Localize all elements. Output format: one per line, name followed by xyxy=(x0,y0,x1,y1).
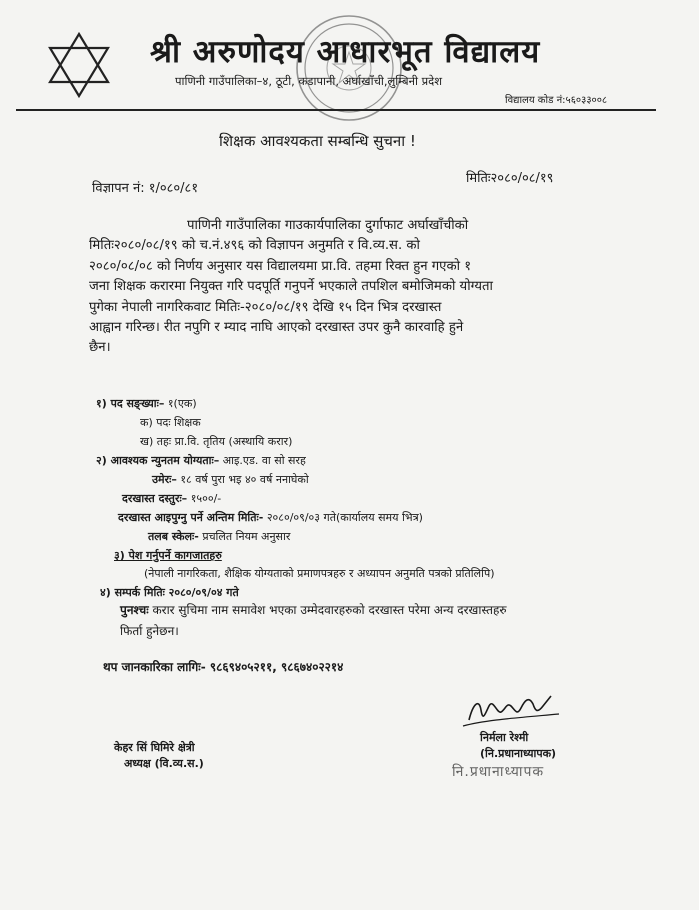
notice-date: मितिः२०८०/०८/१९ xyxy=(466,171,554,186)
header-divider xyxy=(16,109,656,111)
post-count-row xyxy=(96,394,197,413)
fee-value: १५००/- xyxy=(190,492,222,505)
fee-label: दरखास्त दस्तुरः– xyxy=(122,492,188,505)
age-value: १८ वर्ष पुरा भइ ४० वर्ष ननाघेको xyxy=(180,473,309,486)
qualification-row xyxy=(96,451,306,470)
salary-value: प्रचलित नियम अनुसार xyxy=(202,530,291,543)
qualification-value: आइ.एड. वा सो सरह xyxy=(222,454,306,467)
body-line: आह्वान गरिन्छ। रीत नपुगि र म्याद नाघि आएको दरखास्त उपर कुनै कारवाहि हुने xyxy=(89,320,464,336)
right-signatory-name: निर्मला रेश्मी xyxy=(480,731,529,744)
body-line: पाणिनी गाउँपालिका गाउकार्यपालिका दुर्गाफाट अर्घाखाँचीको xyxy=(187,218,469,233)
body-line: छैन। xyxy=(89,340,111,356)
designation-stamp: नि.प्रधानाध्यापक xyxy=(452,764,545,780)
postscript-line-1 xyxy=(120,600,507,621)
signature-icon xyxy=(455,684,565,734)
postscript-label: पुनश्चः xyxy=(120,603,149,617)
post-row: क) पदः शिक्षक xyxy=(140,416,201,429)
advertisement-number: विज्ञापन नं: १/०८०/८१ xyxy=(92,181,199,196)
left-signatory-role: अध्यक्ष (वि.व्य.स.) xyxy=(124,757,204,770)
left-signatory-name: केहर सिं घिमिरे क्षेत्री xyxy=(114,741,195,754)
qualification-label: २) आवश्यक न्युनतम योग्यताः– xyxy=(96,454,220,467)
right-signatory-role: (नि.प्रधानाध्यापक) xyxy=(480,747,557,760)
body-line: पुगेका नेपाली नागरिकवाट मितिः-२०८०/०८/१९ देखि १५ दिन भित्र दरखास्त xyxy=(89,299,442,315)
post-count-label: १) पद सङ्ख्याः– xyxy=(96,397,165,410)
notice-title: शिक्षक आवश्यकता सम्बन्धि सुचना ! xyxy=(219,132,416,150)
age-label: उमेरः– xyxy=(152,473,177,486)
postscript-text-1: करार सुचिमा नाम समावेश भएका उम्मेदवारहरुको दरखास्त परेमा अन्य दरखास्तहरु xyxy=(152,603,507,617)
salary-label: तलब स्केलः- xyxy=(148,530,199,543)
deadline-value: २०८०/०९/०३ गते(कार्यालय समय भित्र) xyxy=(266,511,423,524)
body-line: जना शिक्षक करारमा नियुक्त गरि पदपूर्ति गनुपर्ने भएकाले तपशिल बमोजिमको योग्यता xyxy=(89,279,493,295)
deadline-label: दरखास्त आइपुग्नु पर्ने अन्तिम मितिः- xyxy=(118,511,264,524)
contact-numbers: थप जानकारिका लागिः- ९८६९४०५२११, ९८६७४०२२१४ xyxy=(103,660,344,674)
postscript xyxy=(120,600,507,642)
left-signatory xyxy=(114,740,204,772)
school-address: पाणिनी गाउँपालिका–४, ठूटी, कडापानी, अर्घाखाँची,लुम्बिनी प्रदेश xyxy=(175,74,443,88)
notice-body xyxy=(89,216,589,359)
post-count-value: १(एक) xyxy=(167,397,197,410)
documents-label: ३) पेश गर्नुपर्ने कागजातहरु xyxy=(114,549,222,562)
right-signatory xyxy=(480,730,556,762)
star-emblem-icon xyxy=(44,30,114,100)
school-code: विद्यालय कोड नं:५६०३३००८ xyxy=(505,95,608,106)
documents-value: (नेपाली नागरिकता, शैक्षिक योग्यताको प्रमाणपत्रहरु र अध्यापन अनुमति पत्रको प्रतिलिपि) xyxy=(144,567,495,580)
body-line: २०८०/०८/०८ को निर्णय अनुसार यस विद्यालयमा प्रा.वि. तहमा रिक्त हुन गएको १ xyxy=(89,258,472,274)
school-name: श्री अरुणोदय आधारभूत विद्यालय xyxy=(150,34,541,70)
body-line: मितिः२०८०/०८/१९ को च.नं.४९६ को विज्ञापन अनुमति र वि.व्य.स. को xyxy=(89,238,420,254)
age-row xyxy=(152,470,309,489)
fee-row xyxy=(122,489,221,508)
contact-date: ४) सम्पर्क मितिः २०८०/०९/०४ गते xyxy=(100,586,239,599)
salary-row xyxy=(148,527,290,546)
postscript-text-2: फिर्ता हुनेछन। xyxy=(120,624,179,638)
level-row: ख) तहः प्रा.वि. तृतिय (अस्थायि करार) xyxy=(140,435,293,448)
deadline-row xyxy=(118,508,423,527)
